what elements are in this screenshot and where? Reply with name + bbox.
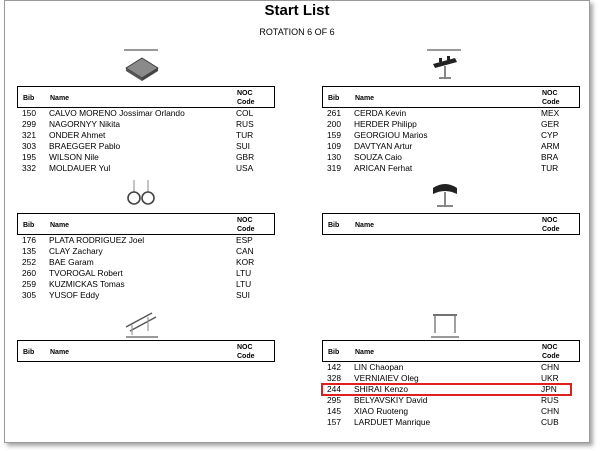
name-column-header: Name [50,349,70,356]
parallel-bars-table-header [17,340,275,362]
noc-column-header: NOC Code [237,344,255,360]
bib-column-header: Bib [328,95,340,102]
rings-icon [122,178,162,214]
floor-list [17,108,275,174]
bib-column-header: Bib [23,349,35,356]
vault-icon [425,176,465,212]
rotation-label: ROTATION 6 OF 6 [259,27,335,37]
name-column-header: Name [50,222,70,229]
name-column-header: Name [355,349,375,356]
table-row: 259 KUZMICKAS Tomas LTU [22,279,252,289]
table-row: 303 BRAEGGER Pablo SUI [22,141,250,151]
table-row: 261 CERDA Kevin MEX [327,108,560,118]
table-row: 150 CALVO MORENO Jossimar Orlando COL [22,108,254,118]
table-row: 319 ARICAN Ferhat TUR [327,163,559,173]
table-row: 305 YUSOF Eddy SUI [22,290,250,300]
table-row: 260 TVOROGAL Robert LTU [22,268,252,278]
table-row: 145 XIAO Ruoteng CHN [327,406,560,416]
table-row: 195 WILSON Nile GBR [22,152,255,162]
name-column-header: Name [355,222,375,229]
table-row: 130 SOUZA Caio BRA [327,152,559,162]
noc-column-header: NOC Code [237,90,255,106]
noc-column-header: NOC Code [542,217,560,233]
bib-column-header: Bib [328,222,340,229]
page-title: Start List [264,2,330,19]
table-row: 159 GEORGIOU Marios CYP [327,130,559,140]
horizontal-bar-table-header [322,340,580,362]
table-row: 157 LARDUET Manrique CUB [327,417,559,427]
noc-column-header: NOC Code [542,90,560,106]
pommel-horse-icon [425,48,465,84]
table-row: 252 BAE Garam KOR [22,257,255,267]
table-row: 295 BELYAVSKIY David RUS [327,395,559,405]
bib-column-header: Bib [23,222,35,229]
table-row: 135 CLAY Zachary CAN [22,246,254,256]
floor-table-header [17,86,275,108]
floor-icon [122,48,162,84]
parallel-bars-icon [122,305,162,341]
highlight-box [321,383,572,396]
bib-column-header: Bib [328,349,340,356]
rings-list [17,235,275,301]
noc-column-header: NOC Code [237,217,255,233]
name-column-header: Name [50,95,70,102]
vault-table-header [322,213,580,235]
table-row: 142 LIN Chaopan CHN [327,362,560,372]
pommel-horse-list [322,108,580,174]
horizontal-bar-icon [425,305,465,341]
table-row-highlighted: 244 SHIRAI Kenzo JPN [327,384,557,394]
table-row: 176 PLATA RODRIGUEZ Joel ESP [22,235,253,245]
rings-table-header [17,213,275,235]
table-row: 328 VERNIAIEV Oleg UKR [327,373,559,383]
table-row: 299 NAGORNYY Nikita RUS [22,119,254,129]
pommel-horse-table-header [322,86,580,108]
table-row: 109 DAVTYAN Artur ARM [327,141,560,151]
table-row: 200 HERDER Philipp GER [327,119,560,129]
table-row: 321 ONDER Ahmet TUR [22,130,254,140]
noc-column-header: NOC Code [542,344,560,360]
bib-column-header: Bib [23,95,35,102]
table-row: 332 MOLDAUER Yul USA [22,163,254,173]
name-column-header: Name [355,95,375,102]
